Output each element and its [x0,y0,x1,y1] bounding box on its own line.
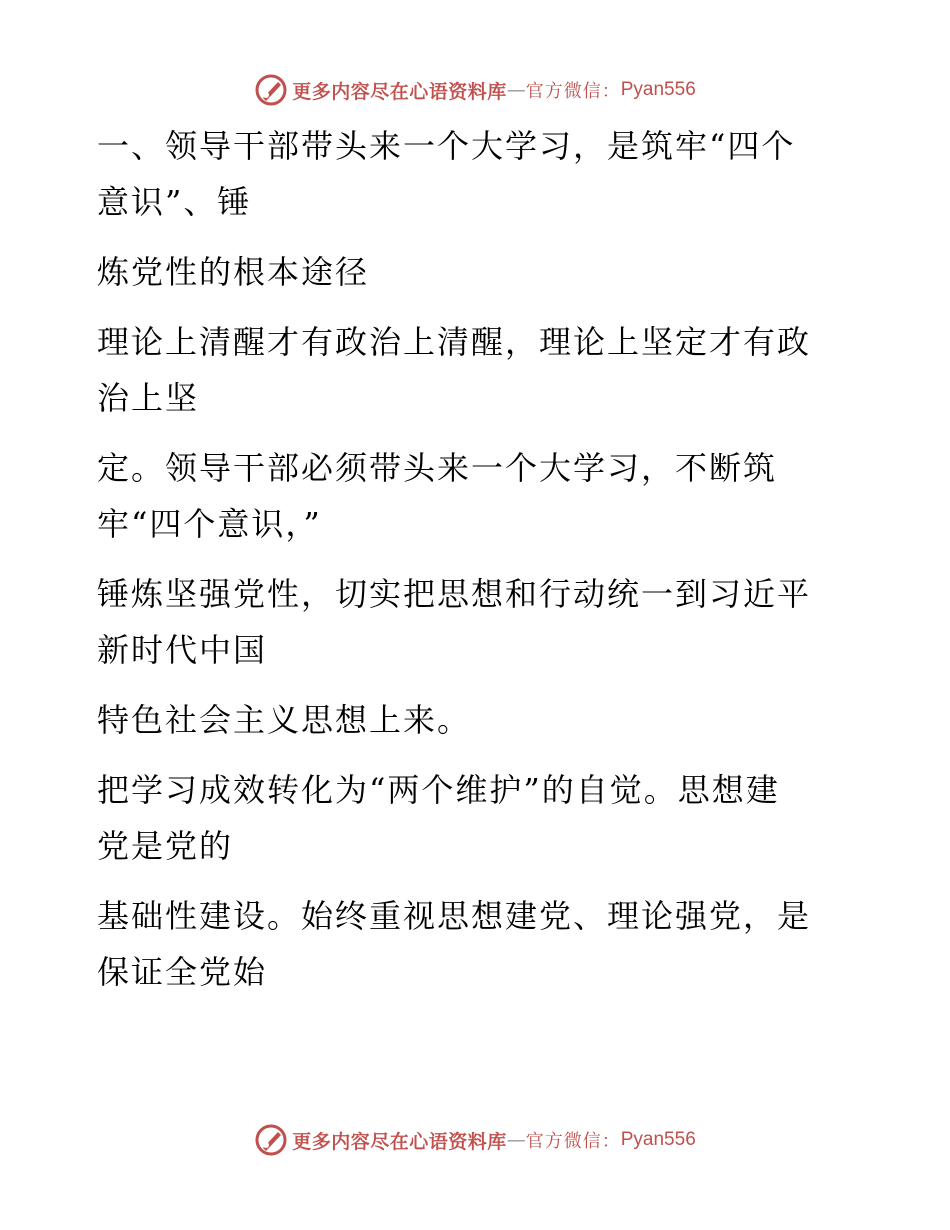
paragraph [97,314,837,426]
paragraph [97,440,837,552]
paragraph-line: 意识”、锤 [97,183,252,221]
paragraph-line: 基础性建设。始终重视思想建党、理论强党，是 [97,897,812,935]
paragraph-line: 一、领导干部带头来一个大学习，是筑牢“四个 [97,127,796,165]
paragraph [97,888,837,1000]
banner-separator: — [506,1129,526,1151]
paragraph-line: 把学习成效转化为“两个维护”的自觉。思想建 [97,771,780,809]
document-body [97,118,837,1014]
pen-logo-icon [254,73,288,107]
paragraph [97,566,837,678]
paragraph-line: 治上坚 [97,379,200,417]
header-banner [0,70,950,110]
banner-separator: — [506,79,526,101]
paragraph-line: 保证全党始 [97,953,268,991]
paragraph-line: 新时代中国 [97,631,268,669]
paragraph-line: 特色社会主义思想上来。 [97,701,472,739]
banner-wechat-id: Pyan556 [620,1129,696,1150]
pen-logo-icon [254,1123,288,1157]
paragraph [97,692,837,748]
paragraph-line: 党是党的 [97,827,234,865]
banner-title: 更多内容尽在心语资料库 [292,1130,507,1153]
paragraph [97,118,837,230]
paragraph-line: 理论上清醒才有政治上清醒，理论上坚定才有政 [97,323,812,361]
paragraph [97,762,837,874]
paragraph-line: 定。领导干部必须带头来一个大学习，不断筑 [97,449,778,487]
banner-wechat-label: 官方微信： [525,1131,621,1152]
footer-banner [0,1120,950,1160]
banner-wechat-id: Pyan556 [620,79,696,100]
banner-title: 更多内容尽在心语资料库 [292,80,507,103]
banner-wechat-label: 官方微信： [525,81,621,102]
paragraph-line: 炼党性的根本途径 [97,253,370,291]
paragraph-line: 锤炼坚强党性，切实把思想和行动统一到习近平 [97,575,812,613]
paragraph [97,244,837,300]
paragraph-line: 牢“四个意识，” [97,505,322,543]
